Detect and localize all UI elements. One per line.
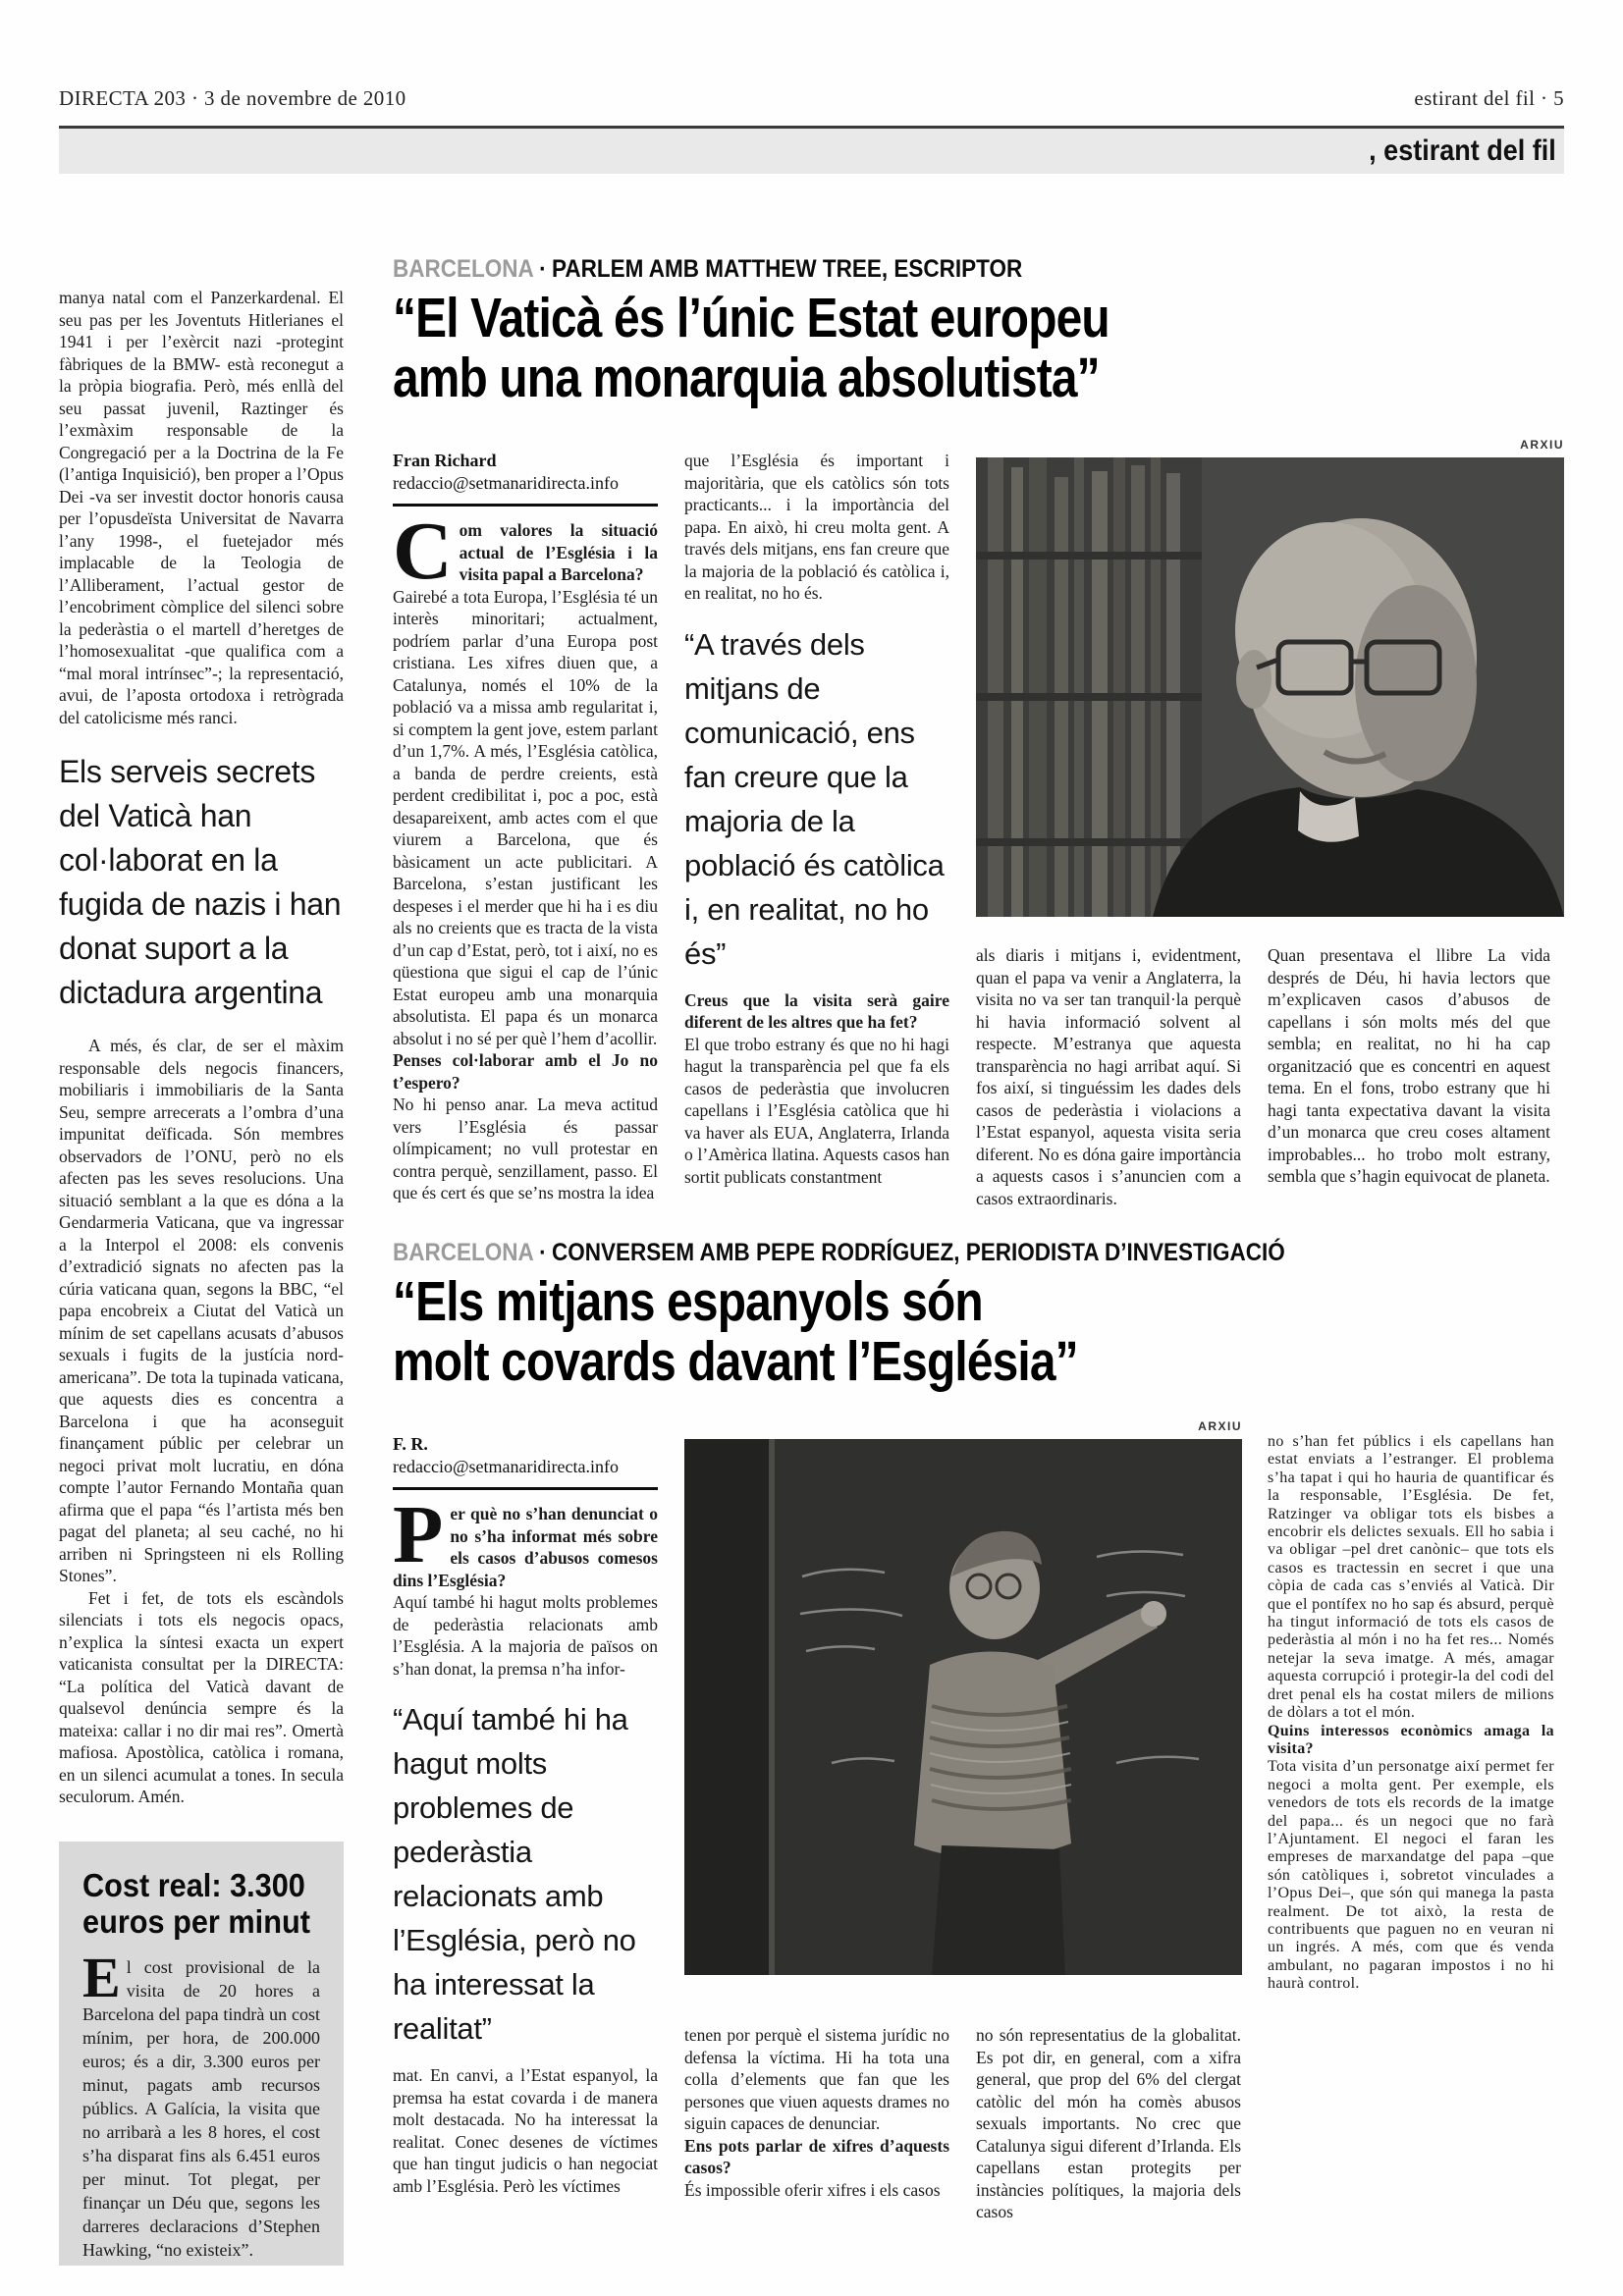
- matthew-tree-portrait-illustration: [976, 457, 1564, 917]
- article1-answer1: Gairebé a tota Europa, l’Església té un interès minoritari; actualment, podríem parlar d’una Europa post cristiana. Les xifres diuen que, a Catalunya, només el 10% de la població va a missa amb regularitat i, si comptem la gent jove, estem parlant d’un 1,7%. A més, l’Església catòlica, a banda de perdre creients, està perdent credibilitat i, poc a poc, està desapareixent, amb actes com el que viurem a Barcelona, que és bàsicament un acte publicitari. A Barcelona, s’estan justificant les despeses i el merder que hi ha i es diu als no creients que es tracta de la vista d’un cap d’Estat, però, tot i així, no es qüestiona que sigui el cap de l’únic Estat europeu amb una monarquia absolutista. El papa és un monarca absolut i no sé per què l’hem d’acollir.: [393, 586, 658, 1048]
- section-banner: [59, 129, 1564, 174]
- masthead-section-page: estirant del fil · 5: [1414, 86, 1564, 110]
- cost-box: [59, 1842, 344, 2266]
- photo-matthew-tree: [976, 457, 1564, 917]
- article2-question2: Ens pots parlar de xifres d’aquests casos?: [684, 2135, 949, 2177]
- article2-column2: [684, 2024, 949, 2201]
- article2-byline-email: redaccio@setmanaridirecta.info: [393, 1457, 619, 1476]
- left-column: [59, 287, 344, 1824]
- article2-question1: [393, 1489, 658, 1591]
- article1-headline: [393, 289, 1109, 408]
- article2-pull-quote: “Aquí també hi ha hagut molts problemes de pederàstia relacionats amb l’Església, però no ha interessat la realitat”: [393, 1702, 636, 2046]
- article1-answer2: No hi penso anar. La meva actitud vers l’Església és passar olímpicament; no vull protestar en contra perquè, senzillament, passo. El que és cert és que se’ns mostra la idea: [393, 1095, 658, 1202]
- article1-kicker: [393, 255, 1022, 284]
- article2-column4: [1268, 1433, 1554, 1994]
- cost-box-body: [82, 1946, 320, 2262]
- article2-kicker-location: BARCELONA: [393, 1239, 534, 1266]
- article2-kicker-separator: ·: [539, 1239, 547, 1266]
- masthead-issue-date: DIRECTA 203 · 3 de novembre de 2010: [59, 86, 406, 110]
- left-pull-quote: Els serveis secrets del Vaticà han col·laborat en la fugida de nazis i han donat suport a la dictadura argentina: [59, 754, 342, 1010]
- left-paragraph-3: Fet i fet, de tots els escàndols silenciats i tots els negocis opacs, n’explica la síntesi exacta un expert vaticanista consultat per la DIRECTA: “La política del Vaticà davant de qualsevol denúncia sempre és la mateixa: callar i no dir mai res”. Omertà mafiosa. Apostòlica, catòlica i romana, en un silenci acumulat a tones. In secula seculorum. Amén.: [59, 1587, 344, 1806]
- article2-question1-text: er què no s’han denunciat o no s’ha informat més sobre els casos d’abusos comesos dins l’Església?: [393, 1504, 658, 1590]
- article2-headline: [393, 1272, 1078, 1392]
- article2-col2-continuation: tenen por perquè el sistema jurídic no defensa la víctima. Hi ha tota una colla d’elements que fan que les persones que viuen aquests drames no siguin capaces de denunciar.: [684, 2025, 949, 2133]
- article2-kicker-text: CONVERSEM AMB PEPE RODRÍGUEZ, PERIODISTA D’INVESTIGACIÓ: [552, 1239, 1285, 1266]
- cost-box-title: [82, 1867, 310, 1940]
- article2-question3: Quins interessos econòmics amaga la visita?: [1268, 1722, 1554, 1757]
- article1-headline-line1: “El Vaticà és l’únic Estat europeu: [393, 287, 1109, 349]
- article1-kicker-text: PARLEM AMB MATTHEW TREE, ESCRIPTOR: [552, 255, 1023, 283]
- article1-byline-name: Fran Richard: [393, 451, 497, 470]
- article1-kicker-separator: ·: [539, 255, 547, 283]
- article1-byline-email: redaccio@setmanaridirecta.info: [393, 473, 619, 493]
- article1-column2: [684, 450, 949, 1188]
- article1-question3: Creus que la visita serà gaire diferent de les altres que ha fet?: [684, 989, 949, 1032]
- article1-headline-line2: amb una monarquia absolutista”: [393, 347, 1100, 409]
- article2-column3: [976, 2024, 1241, 2223]
- article1-col2-continuation: que l’Església és important i majoritària, que els catòlics són tots practicants... i la importància del papa. En això, hi creu molta gent. A través dels mitjans, ens fan creure que la majoria de la població és catòlica i, en realitat, no ho és.: [684, 451, 949, 603]
- article1-col4-text: Quan presentava el llibre La vida després de Déu, hi havia lectors que m’explicaven casos d’abusos de capellans i són molts més del que sembla; en realitat, no hi ha cap organització que es concentri en aquest tema. En el fons, trobo estrany que hi hagi tanta expectativa davant la visita d’un monarca que creu coses altament improbables... ho trobo molt estrany, sembla que s’hagin equivocat de planeta.: [1268, 945, 1550, 1186]
- article2-answer1: Aquí també hi hagut molts problemes de pederàstia relacionats amb l’Església. A la majoria de països on s’han donat, la premsa n’ha infor-: [393, 1592, 658, 1679]
- article2-kicker: [393, 1239, 1285, 1267]
- article1-byline: [393, 450, 658, 507]
- left-paragraph-1: manya natal com el Panzerkardenal. El seu pas per les Joventuts Hitlerianes el 1941 i per l’exèrcit nazi -protegint fàbriques de la BMW- està reconegut a la pròpia biografia. Però, més enllà del seu passat juvenil, Raztinger és l’exmàxim responsable de la Congregació per a la Doctrina de la Fe (l’antiga Inquisició), ben proper a l’Opus Dei -va ser investit doctor honoris causa per l’opusdeïsta Universitat de Navarra l’any 1998-, el fuetejador més implacable de la Teologia de l’Alliberament, l’actual gestor de l’encobriment còmplice del silenci sobre la pederàstia o el martell d’heretges de l’homosexualitat -que qualifica com a “mal moral intrínsec”-; la representació, avui, de l’aposta ortodoxa i retrògrada del catolicisme més ranci.: [59, 288, 344, 727]
- article2-photo-credit: ARXIU: [1198, 1419, 1242, 1433]
- article1-column1: [393, 450, 658, 1204]
- article2-col1-continuation: mat. En canvi, a l’Estat espanyol, la premsa ha estat covarda i de manera molt destacada. No ha interessat la realitat. Conec desenes de víctimes que han tingut judicis o han negociat amb l’Església. Però les víctimes: [393, 2065, 658, 2196]
- article1-pull-quote: “A través dels mitjans de comunicació, ens fan creure que la majoria de la població és catòlica i, en realitat, no ho és”: [684, 626, 945, 971]
- article1-column4: [1268, 944, 1550, 1188]
- article2-headline-line1: “Els mitjans espanyols són: [393, 1270, 983, 1333]
- article2-byline: [393, 1433, 658, 1490]
- article1-answer3: El que trobo estrany és que no hi hagi hagut la transparència pel que fa els casos de pederàstia que involucren capellans i l’Església catòlica que hi va haver als EUA, Anglaterra, Irlanda o l’Amèrica llatina. Aquests casos han sortit publicats constantment: [684, 1034, 949, 1187]
- article2-col4-paragraph: no s’han fet públics i els capellans han estat enviats a l’estranger. El problema s’ha tapat i qui ho hauria de quantificar és la responsable, l’Església. De fet, Ratzinger va obligar tots els bisbes a encobrir els delictes sexuals. Ell ho sabia i va obligar –pel dret canònic– que tots els casos es tractessin en secret i que una còpia de cada cas s’enviés al Vaticà. Dir que el pontífex no ho sap és absurd, perquè ha tingut informació de tots els casos de pederàstia al món i no ha fet res... Només netejar la seva imatge. A més, amagar aquesta corrupció i protegir-la del codi del dret penal els ha costat milers de milions de dòlars a tot el món.: [1268, 1433, 1554, 1722]
- cost-box-dropcap: E: [82, 1946, 121, 2009]
- photo-pepe-rodriguez: [684, 1439, 1242, 1975]
- cost-box-title-line1: Cost real: 3.300: [82, 1867, 305, 1903]
- cost-box-text: l cost provisional de la visita de 20 hores a Barcelona del papa tindrà un cost mínim, per hora, de 200.000 euros; és a dir, 3.300 euros per minut, pagats amb recursos públics. A Galícia, la visita que no arribarà a les 8 hores, el cost s’ha disparat fins als 6.451 euros per minut. Tot plegat, per finançar un Déu que, segons les darreres declaracions d’Stephen Hawking, “no existeix”.: [82, 1957, 320, 2260]
- article1-question1-text: om valores la situació actual de l’Església i la visita papal a Barcelona?: [459, 520, 658, 584]
- cost-box-title-line2: euros per minut: [82, 1903, 310, 1940]
- pepe-rodriguez-blackboard-illustration: [684, 1439, 1242, 1975]
- article1-photo-credit: ARXIU: [1520, 438, 1564, 452]
- article1-question2: Penses col·laborar amb el Jo no t’espero?: [393, 1050, 658, 1093]
- article2-byline-name: F. R.: [393, 1434, 428, 1454]
- section-banner-label: , estirant del fil: [1369, 134, 1556, 167]
- article1-column3: [976, 944, 1241, 1209]
- article2-answer3: Tota visita d’un personatge així permet fer negoci a molta gent. Per exemple, els venedors de tots els records de la imatge del papa... és un negoci que no farà l’Ajuntament. El negoci el faran les empreses de marxandatge del papa –que són catòliques i, sobretot vinculades a l’Opus Dei–, que són qui manega la pasta realment. De tot això, la resta de contribuents que paguen no en veuran ni un ingrés. A més, com que és venda ambulant, no pagaran impostos i no hi haurà control.: [1268, 1758, 1554, 1993]
- article1-kicker-location: BARCELONA: [393, 255, 534, 283]
- article2-col3-text: no són representatius de la globalitat. Es pot dir, en general, com a xifra general, que prop del 6% del clergat catòlic del món ha comès abusos sexuals importants. No crec que Catalunya sigui diferent d’Irlanda. Els capellans estan protegits per instàncies polítiques, la majoria dels casos: [976, 2025, 1241, 2221]
- article1-dropcap: C: [393, 506, 453, 597]
- article1-question1: [393, 506, 658, 597]
- article2-column1: [393, 1433, 658, 2197]
- article2-dropcap: P: [393, 1489, 444, 1580]
- article2-answer2: És impossible oferir xifres i els casos: [684, 2179, 941, 2200]
- article1-col3-text: als diaris i mitjans i, evidentment, quan el papa va venir a Anglaterra, la visita no va ser tan tranquil·la perquè hi havia informació solvent al respecte. M’estranya que aquesta transparència no hagi arribat aquí. Si fos així, si tinguéssim les dades dels casos de pederàstia i violacions a l’Estat espanyol, aquesta visita seria diferent. No es dóna gaire importància a aquests casos i s’anuncien com a casos extraordinaris.: [976, 945, 1241, 1208]
- left-paragraph-2: A més, és clar, de ser el màxim responsable dels negocis financers, mobiliaris i immobiliaris de la Santa Seu, sempre arrecerats a l’ombra d’una impunitat deïficada. Són membres observadors de l’ONU, però no els afecten pas les seves resolucions. Una situació semblant a la que es dóna a la Gendarmeria Vaticana, que va ingressar a la Interpol el 2008: els convenis d’extradició signats no afecten pas la cúria vaticana quan, segons la BBC, “el papa encobreix a Ciutat del Vaticà un mínim de set capellans acusats d’abusos sexuals i fugits de la justícia nord-americana”. De tota la tupinada vaticana, que aquests dies es concentra a Barcelona i que ha aconseguit finançament públic per celebrar un negoci privat molt lucratiu, en dóna compte l’autor Fernando Montaña quan afirma que el papa “és l’artista més ben pagat del planeta; al seu caché, no hi arriben ni Springsteen ni els Rolling Stones”.: [59, 1036, 344, 1585]
- article2-headline-line2: molt covards davant l’Església”: [393, 1330, 1078, 1393]
